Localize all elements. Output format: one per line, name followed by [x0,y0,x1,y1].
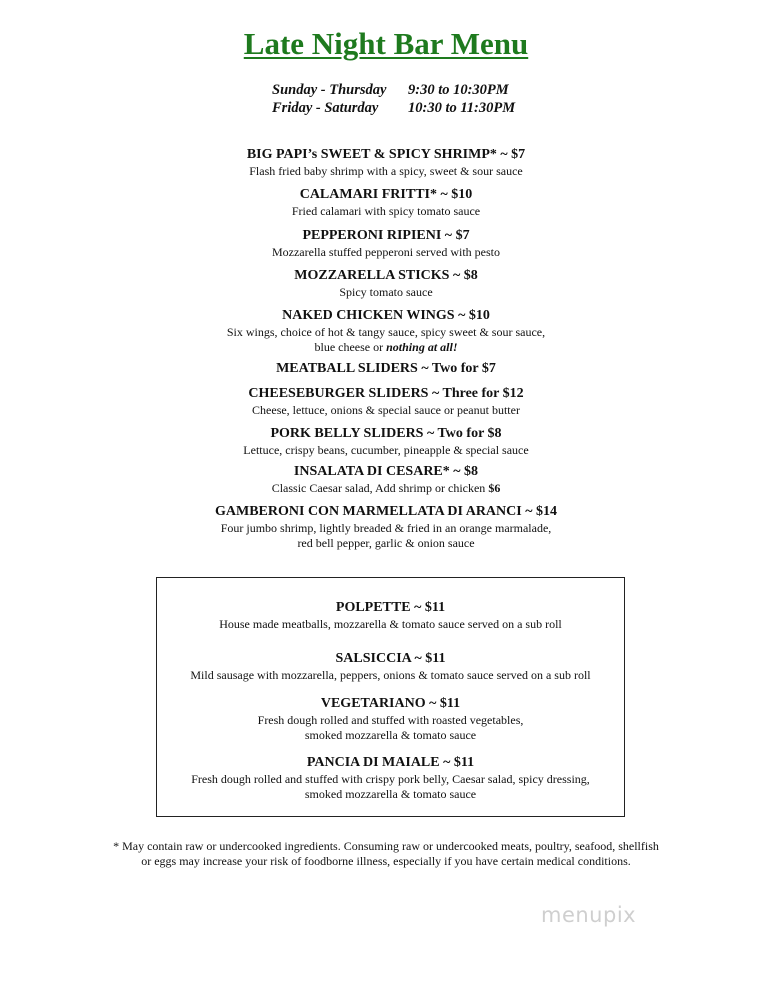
item-name: SALSICCIA ~ $11 [335,651,446,666]
item-name: MOZZARELLA STICKS ~ $8 [294,268,478,283]
item-name: CHEESEBURGER SLIDERS ~ Three for $12 [248,386,524,401]
item-name: MEATBALL SLIDERS ~ Two for $7 [276,361,496,376]
health-disclaimer [0,839,772,869]
box-item-salsiccia [157,650,624,683]
menu-item-pork-belly-sliders [0,425,772,458]
watermark-logo: menupix [541,903,637,927]
item-desc-emphasis: nothing at all! [386,340,458,354]
hours-days: Sunday - Thursday [272,82,387,98]
item-desc: Fresh dough rolled and stuffed with roasted vegetables, [257,713,524,727]
item-addon-price: $6 [488,481,501,495]
item-desc: House made meatballs, mozzarella & tomato sauce served on a sub roll [219,617,562,631]
menu-item-mozzarella-sticks [0,267,772,300]
item-name: POLPETTE ~ $11 [335,600,446,615]
menu-item-gamberoni [0,503,772,551]
item-desc: Four jumbo shrimp, lightly breaded & fried in an orange marmalade, [220,521,552,535]
item-name: PANCIA DI MAIALE ~ $11 [306,755,475,770]
item-desc: Lettuce, crispy beans, cucumber, pineapple & special sauce [243,443,529,457]
item-name: NAKED CHICKEN WINGS ~ $10 [282,308,490,323]
item-desc [0,481,772,496]
hours-row-weekday [272,81,515,99]
disclaimer-line: or eggs may increase your risk of foodborne illness, especially if you have certain medical conditions. [141,854,631,868]
item-name: CALAMARI FRITTI* ~ $10 [299,187,473,202]
item-desc-text: Classic Caesar salad, Add shrimp or chicken [271,481,489,495]
item-desc: Cheese, lettuce, onions & special sauce or peanut butter [252,403,520,417]
item-desc: Flash fried baby shrimp with a spicy, sweet & sour sauce [249,164,523,178]
menu-item-meatball-sliders [0,360,772,378]
menu-item-big-papi-shrimp [0,146,772,179]
menu-item-naked-chicken-wings [0,307,772,355]
item-name: BIG PAPI’s SWEET & SPICY SHRIMP* ~ $7 [246,147,526,162]
disclaimer-line: * May contain raw or undercooked ingredients. Consuming raw or undercooked meats, poultry, seafood, shellfish [113,839,659,853]
hours-days: Friday - Saturday [272,100,379,116]
box-item-pancia-di-maiale [157,754,624,802]
menu-item-cheeseburger-sliders [0,385,772,418]
item-name: PORK BELLY SLIDERS ~ Two for $8 [270,426,502,441]
item-name: GAMBERONI CON MARMELLATA DI ARANCI ~ $14 [215,504,557,519]
hours-time: 9:30 to 10:30PM [408,82,509,98]
item-desc: smoked mozzarella & tomato sauce [304,728,477,742]
item-desc: Fresh dough rolled and stuffed with crispy pork belly, Caesar salad, spicy dressing, [191,772,590,786]
item-desc: Mozzarella stuffed pepperoni served with pesto [271,245,501,259]
menu-title: Late Night Bar Menu [243,26,529,61]
hours-time: 10:30 to 11:30PM [408,100,516,116]
menu-item-insalata-di-cesare [0,463,772,496]
item-name: INSALATA DI CESARE* ~ $8 [293,464,479,479]
menu-item-calamari-fritti [0,186,772,219]
item-desc: Six wings, choice of hot & tangy sauce, spicy sweet & sour sauce, [226,325,546,339]
box-item-vegetariano [157,695,624,743]
box-item-polpette [157,599,624,632]
hours-row-weekend [272,99,515,117]
item-desc-text: blue cheese or [314,340,387,354]
item-desc: Fried calamari with spicy tomato sauce [291,204,481,218]
stuffed-rolls-box [156,577,625,817]
item-desc: Mild sausage with mozzarella, peppers, onions & tomato sauce served on a sub roll [190,668,591,682]
item-desc: red bell pepper, garlic & onion sauce [297,536,475,550]
item-desc [0,340,772,355]
item-name: VEGETARIANO ~ $11 [320,696,461,711]
item-desc: Spicy tomato sauce [339,285,433,299]
item-name: PEPPERONI RIPIENI ~ $7 [302,228,470,243]
hours-block [272,81,515,117]
item-desc: smoked mozzarella & tomato sauce [304,787,477,801]
menu-item-pepperoni-ripieni [0,227,772,260]
